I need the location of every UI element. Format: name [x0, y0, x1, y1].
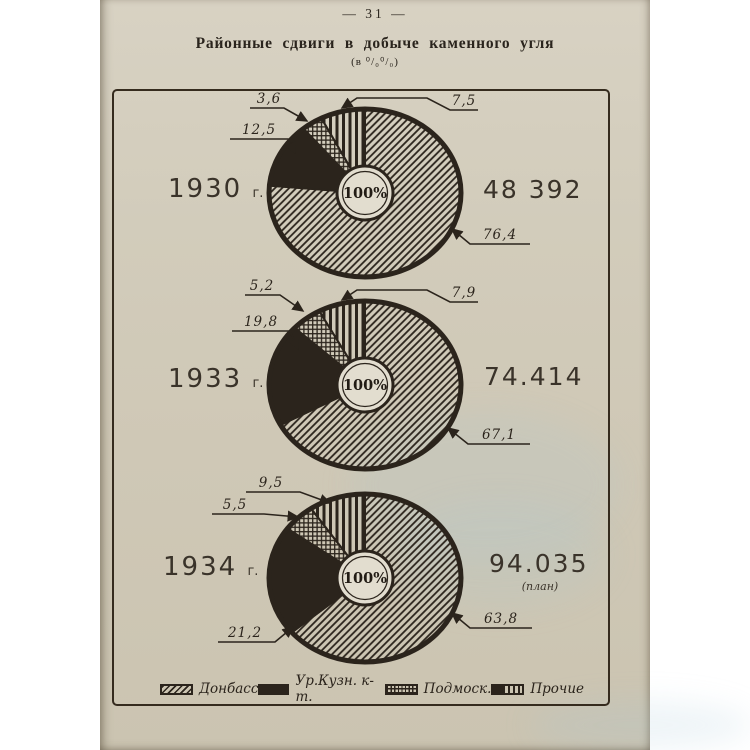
page-number: — 31 —: [342, 6, 408, 21]
year-value: 1934: [163, 552, 238, 582]
slice-value-label: 67,1: [481, 427, 517, 443]
year-suffix: г.: [247, 564, 259, 579]
legend-item-podmosk: [385, 681, 492, 697]
slice-value-label: 63,8: [483, 611, 519, 627]
legend-swatch-grid-icon: [385, 684, 418, 695]
year-suffix: г.: [252, 186, 264, 201]
pie-center-label: 100%: [342, 570, 388, 587]
year-suffix: г.: [252, 376, 264, 391]
year-label-1933: [168, 364, 263, 394]
total-note-plan: (план): [521, 580, 559, 593]
scan-tint-artifact: [530, 700, 750, 750]
slice-value-label: 5,2: [249, 278, 275, 294]
total-1933: 74.414: [484, 362, 584, 391]
pie-center-label: 100%: [342, 185, 388, 202]
total-1934: 94.035: [489, 549, 589, 578]
legend-swatch-diagonal-icon: [160, 684, 193, 695]
year-label-1930: [168, 174, 263, 204]
page-subtitle: (в ⁰/₀⁰/₀): [351, 56, 399, 68]
slice-value-label: 21,2: [227, 625, 263, 641]
year-label-1934: [163, 552, 258, 582]
legend-label: Донбасс: [199, 681, 259, 697]
pie-chart-1934: [212, 475, 532, 662]
legend: [160, 673, 584, 705]
pie-center-label: 100%: [342, 377, 388, 394]
callout-leader-line: [212, 514, 298, 517]
slice-value-label: 5,5: [222, 497, 248, 513]
page-title: Районные сдвиги в добыче каменного угля: [195, 35, 555, 52]
legend-label: Ур.Кузн. к-т.: [295, 673, 374, 705]
slice-value-label: 76,4: [482, 227, 518, 243]
callout-leader-line: [246, 492, 330, 503]
total-1930: 48 392: [483, 175, 583, 204]
legend-item-donbass: [160, 681, 258, 697]
callout-leader-line: [250, 108, 307, 121]
slice-value-label: 7,5: [451, 93, 477, 109]
year-value: 1930: [168, 174, 243, 204]
legend-swatch-solid-icon: [258, 684, 289, 695]
legend-label: Подмоск.: [423, 681, 492, 697]
callout-leader-line: [245, 295, 303, 311]
legend-item-uralkuzn: [258, 673, 384, 705]
slice-value-label: 7,9: [451, 285, 477, 301]
slice-value-label: 9,5: [258, 475, 284, 491]
slice-value-label: 3,6: [256, 91, 282, 107]
legend-label: Прочие: [530, 681, 584, 697]
legend-item-prochie: [491, 681, 584, 697]
slice-value-label: 19,8: [243, 314, 279, 330]
legend-swatch-vertical-icon: [491, 684, 524, 695]
year-value: 1933: [168, 364, 243, 394]
slice-value-label: 12,5: [241, 122, 277, 138]
